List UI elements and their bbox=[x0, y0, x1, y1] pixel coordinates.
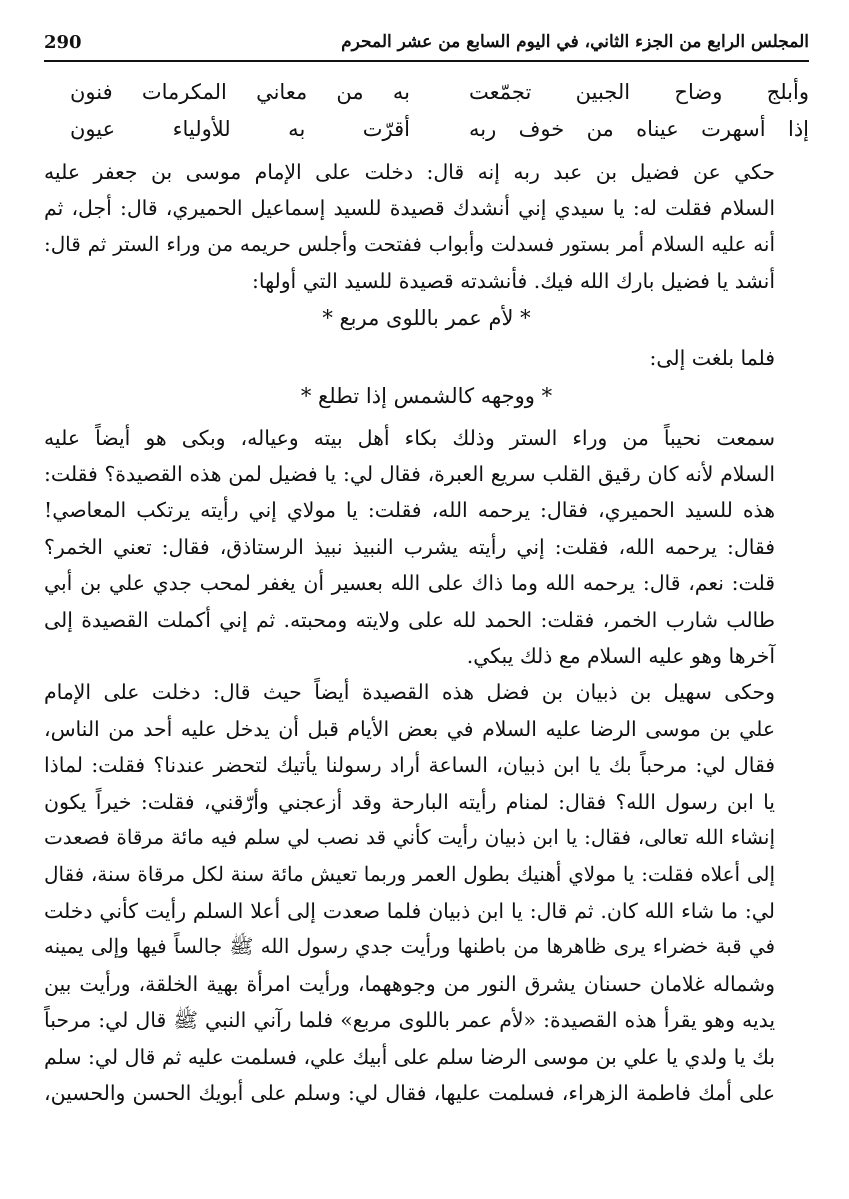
paragraph-fudayl bbox=[44, 154, 809, 300]
text-line: فقال لي: مرحباً بك يا ابن ذبيان، الساعة أراد رسولنا يأتيك لتحضر عندنا؟ فقلت: لماذا bbox=[44, 753, 775, 778]
verse-2-second-hemistich: أقرّت به للأولياء عيون bbox=[70, 117, 410, 141]
text-line: وحكى سهيل بن ذبيان بن فضل هذه القصيدة أيضاً حيث قال: دخلت على الإمام bbox=[44, 680, 775, 705]
text-line: السلام فقلت له: يا سيدي إني أنشدك قصيدة للسيد إسماعيل الحميري، قال: أجل، ثم bbox=[44, 196, 775, 221]
text-line: فلما بلغت إلى: bbox=[649, 345, 775, 370]
text-line: إنشاء الله تعالى، فقال: يا ابن ذبيان رأيت كأني قد نصب لي سلم فيه مائة مرقاة فصعدت bbox=[44, 826, 775, 850]
text-line: أنشد يا فضيل بارك الله فيك. فأنشدته قصيدة للسيد التي أولها: bbox=[252, 269, 775, 294]
text-line: لي: ما شاء الله كان. ثم قال: يا ابن ذبيان فلما صعدت إلى أعلا السلم رأيت كأني دخلت bbox=[44, 898, 775, 923]
text-line: سمعت نحيباً من وراء الستر وذلك بكاء أهل بيته وعياله، وبكى هو أيضاً عليه bbox=[44, 425, 775, 450]
main-text bbox=[44, 154, 809, 1111]
text-line: يديه وهو يقرأ هذه القصيدة: «لأم عمر باللوى مربع» فلما رآني النبي ﷺ قال لي: مرحباً bbox=[44, 1008, 775, 1033]
verse-2-first-hemistich: إذا أسهرت عيناه من خوف ربه bbox=[469, 117, 809, 141]
text-line: علي بن موسى الرضا عليه السلام في بعض الأيام قبل أن يدخل عليه أحد من الناس، bbox=[44, 716, 775, 741]
quoted-verse-face: * ووجهه كالشمس إذا تطلع * bbox=[300, 383, 553, 408]
text-line: وشماله غلامان حسنان يشرق النور من وجوههما، ورأيت امرأة بهية الخلقة، ورأيت بين bbox=[44, 971, 775, 996]
text-line: حكي عن فضيل بن عبد ربه إنه قال: دخلت على الإمام موسى بن جعفر عليه bbox=[44, 160, 775, 184]
text-line: إلى أعلاه فقلت: يا مولاي أهنيك بطول العمر وربما تعيش مائة سنة لكل مرقاة سنة، فقال bbox=[44, 862, 775, 886]
text-line: في قبة خضراء يرى ظاهرها من باطنها ورأيت جدي رسول الله ﷺ جالساً فيها وإلى يمينه bbox=[44, 935, 775, 959]
poem-verse-2 bbox=[44, 117, 809, 153]
poem-verse-1 bbox=[44, 80, 809, 116]
paragraph-suhayl bbox=[44, 674, 809, 1111]
quoted-verse-opening: * لأم عمر باللوى مربع * bbox=[322, 305, 531, 330]
text-line: السلام لأنه كان رقيق القلب سريع العبرة، فقال لي: يا فضيل لمن هذه القصيدة؟ فقلت: bbox=[44, 462, 775, 487]
verse-1-first-hemistich: وأبلج وضاح الجبين تجمّعت bbox=[469, 80, 809, 104]
text-line: بك يا ولدي يا علي بن موسى الرضا سلم على أبيك علي، فسلمت عليه ثم قال لي: سلم bbox=[44, 1044, 775, 1069]
text-line: طالب شارب الخمر، فقلت: الحمد لله على ولايته ومحبته. ثم إني أكملت القصيدة إلى bbox=[44, 607, 775, 632]
page-number: 290 bbox=[44, 32, 82, 53]
text-line: قلت: نعم، قال: يرحمه الله وما ذاك على الله بعسير أن يغفر لمحب جدي علي بن أبي bbox=[44, 571, 775, 596]
verse-1-second-hemistich: به من معاني المكرمات فنون bbox=[70, 80, 410, 104]
text-line: أنه عليه السلام أمر بستور فسدلت وأبواب ففتحت وأجلس حريمه من وراء الستر ثم قال: bbox=[44, 232, 775, 256]
running-title: المجلس الرابع من الجزء الثاني، في اليوم السابع من عشر المحرم bbox=[341, 32, 809, 52]
paragraph-then-reached bbox=[44, 340, 809, 378]
text-line: هذه للسيد الحميري، فقال: يرحمه الله، فقلت: يا مولاي إني رأيته يرتكب المعاصي! bbox=[44, 498, 775, 523]
text-line: يا ابن رسول الله؟ فقال: لمنام رأيته البارحة وقد أزعجني وأرّقني، فقلت: خيراً يكون bbox=[44, 789, 775, 814]
text-line: على أمك فاطمة الزهراء، فسلمت عليها، فقال لي: وسلم على أبويك الحسن والحسين، bbox=[44, 1080, 775, 1105]
text-line: آخرها وهو عليه السلام مع ذلك يبكي. bbox=[466, 644, 775, 669]
page-header bbox=[44, 30, 809, 62]
paragraph-weeping bbox=[44, 420, 809, 675]
text-line: فقال: يرحمه الله، فقلت: إني رأيته يشرب النبيذ نبيذ الرستاذق، فقال: تعني الخمر؟ bbox=[44, 534, 775, 559]
header-rule bbox=[44, 60, 809, 62]
